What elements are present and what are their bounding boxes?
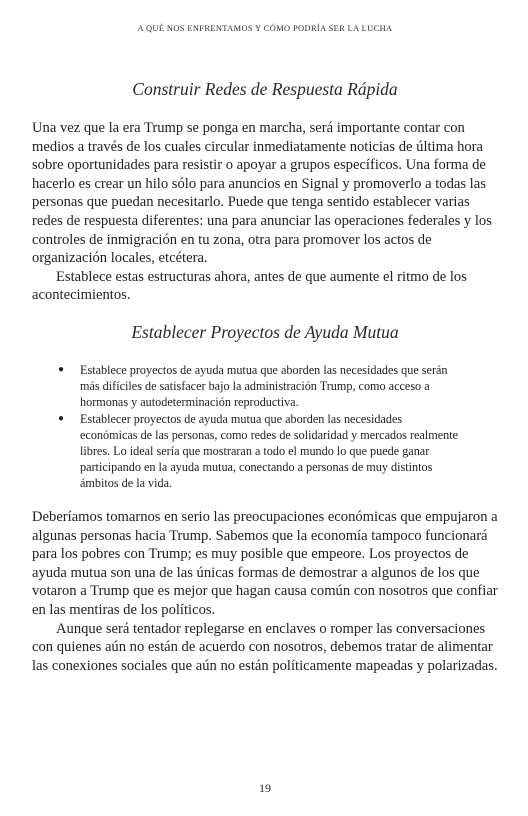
bullet-list [32, 362, 462, 492]
paragraph: Deberíamos tomarnos en serio las preocupaciones económicas que empujaron a algunas personas hacia Trump. Sabemos que la economía tampoco funcionará para los pobres con Trump; es muy posible que empeore. Los proyectos de ayuda mutua son una de las únicas formas de demostrar a algunos de los que votaron a Trump que es mejor que hagan causa común con nosotros que confiar en las mentiras de los políticos. [32, 509, 498, 618]
section-body-rapid-response [32, 119, 502, 305]
section-body-mutual-aid [32, 508, 502, 675]
running-header: A QUÉ NOS ENFRENTAMOS Y CÓMO PODRÍA SER LA LUCHA [137, 24, 393, 33]
bullet-item [32, 362, 462, 411]
section-heading-rapid-response: Construir Redes de Respuesta Rápida [132, 79, 398, 99]
paragraph: Aunque será tentador replegarse en enclaves o romper las conversaciones con quienes aún no están de acuerdo con nosotros, debemos tratar de alimentar las conexiones sociales que aún no están políticamente mapeadas y polarizadas. [32, 620, 498, 674]
paragraph: Establece estas estructuras ahora, antes de que aumente el ritmo de los acontecimientos. [32, 268, 467, 304]
book-page [32, 0, 498, 816]
page-number: 19 [259, 781, 271, 795]
bullet-icon: ● [58, 412, 65, 424]
bullet-text: Establece proyectos de ayuda mutua que aborden las necesidades que serán más difíciles de satisfacer bajo la administración Trump, como acceso a hormonas y autodeterminación reproductiva. [80, 363, 448, 410]
bullet-icon: ● [58, 364, 65, 375]
bullet-text: Establecer proyectos de ayuda mutua que aborden las necesidades económicas de las personas, como redes de solidaridad y mercados realmente libres. Lo ideal sería que mostraran a todo el mundo lo que puede ganar participando en la ayuda mutua, conectando a personas de muy distintos ámbitos de la vida. [80, 411, 459, 491]
section-heading-mutual-aid: Establecer Proyectos de Ayuda Mutua [131, 322, 399, 342]
paragraph: Una vez que la era Trump se ponga en marcha, será importante contar con medios a través de los cuales circular inmediatamente noticias de última hora sobre oportunidades para resistir o apoyar a grupos específicos. Una forma de hacerlo es crear un hilo sólo para anuncios en Signal y promoverlo a todas las personas que puedan necesitarlo. Puede que tenga sentido establecer varias redes de respuesta diferentes: una para anunciar las operaciones federales y los controles de inmigración en tu zona, otra para promover los actos de organización locales, etcétera. [32, 120, 492, 267]
bullet-item [32, 411, 462, 492]
